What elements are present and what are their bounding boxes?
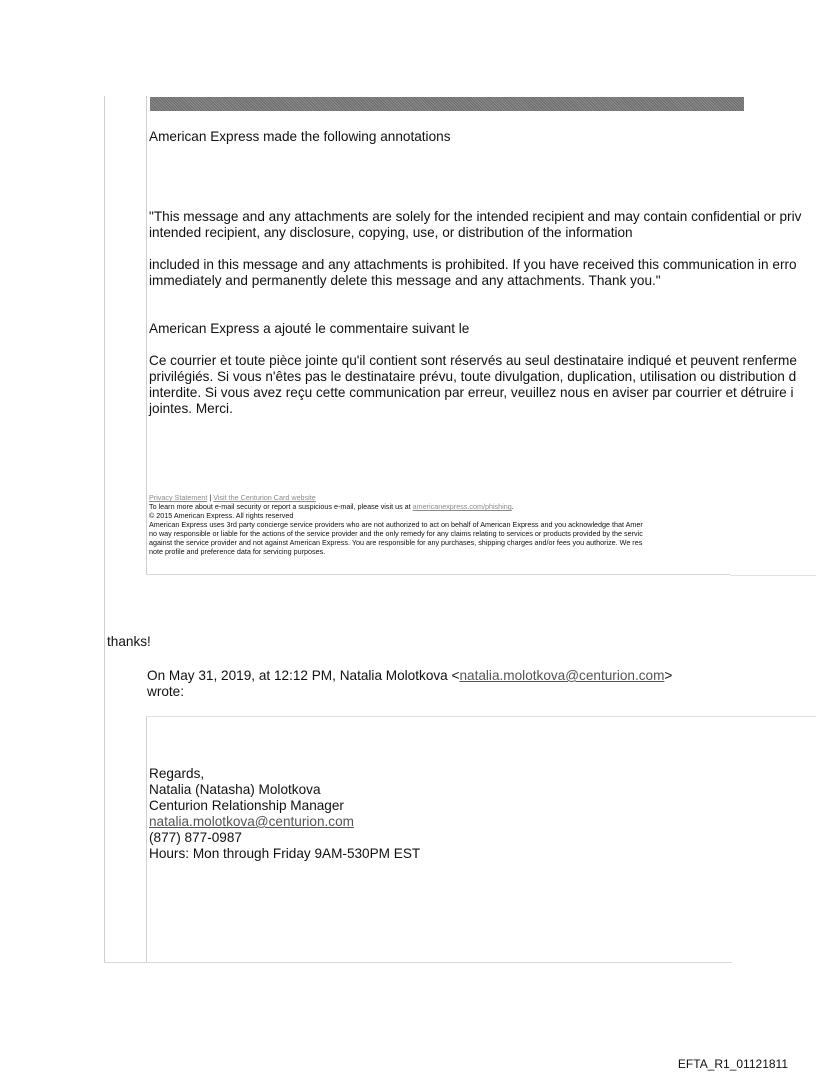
legal-line: no way responsible or liable for the actions of the service provider and the only remedy for any claims relating to services or products provided by the servic [149, 529, 643, 538]
english-notice-line: immediately and permanently delete this message and any attachments. Thank you." [149, 273, 661, 288]
signature-name: Natalia (Natasha) Molotkova [149, 782, 321, 797]
signature-quote-border [146, 716, 147, 962]
english-notice-line: included in this message and any attachments is prohibited. If you have received this communication in erro [149, 257, 797, 272]
outer-quote-border [104, 96, 105, 962]
signature-quote-top-border [146, 716, 816, 717]
french-notice-line: interdite. Si vous avez reçu cette communication par erreur, veuillez nous en aviser par courrier et détruire i [149, 385, 794, 400]
footer-links [149, 494, 316, 502]
security-notice-text: To learn more about e-mail security or report a suspicious e-mail, please visit us at [149, 502, 413, 511]
centurion-website-link[interactable]: Visit the Centurion Card website [213, 493, 316, 502]
reply-text: thanks! [107, 634, 151, 649]
redaction-bar [150, 97, 744, 111]
signature-email-link[interactable]: natalia.molotkova@centurion.com [149, 814, 354, 829]
annotation-bottom-border [146, 574, 730, 575]
quoted-header-prefix: On May 31, 2019, at 12:12 PM, Natalia Molotkova < [147, 668, 460, 683]
english-notice-line: intended recipient, any disclosure, copying, use, or distribution of the information [149, 225, 633, 240]
quoted-header-suffix: > [664, 668, 673, 683]
french-notice-line: jointes. Merci. [149, 401, 233, 416]
french-notice-line: Ce courrier et toute pièce jointe qu'il contient sont réservés au seul destinataire indiqué et peuvent renferme [149, 353, 797, 368]
quoted-header-wrote: wrote: [147, 684, 185, 699]
document-id: EFTA_R1_01121811 [677, 1057, 788, 1071]
annotation-quote-border [146, 96, 147, 574]
annotations-header: American Express made the following annotations [149, 129, 451, 144]
english-notice-line: "This message and any attachments are solely for the intended recipient and may contain confidential or priv [149, 209, 802, 224]
copyright-text: © 2015 American Express. All rights reserved [149, 511, 294, 520]
signature-regards: Regards, [149, 766, 205, 781]
phishing-link[interactable]: americanexpress.com/phishing [412, 502, 512, 511]
signature-hours: Hours: Mon through Friday 9AM-530PM EST [149, 846, 421, 861]
privacy-statement-link[interactable]: Privacy Statement [149, 493, 208, 502]
footer-link-separator: | [209, 493, 212, 502]
signature-phone: (877) 877-0987 [149, 830, 242, 845]
security-notice [149, 503, 514, 511]
sender-email-link[interactable]: natalia.molotkova@centurion.com [459, 668, 665, 683]
french-notice-header: American Express a ajouté le commentaire suivant le [149, 321, 470, 336]
legal-line: against the service provider and not against American Express. You are responsible for any purchases, shipping charges and/or fees you authorize. We res [149, 538, 643, 547]
legal-line: note profile and preference data for servicing purposes. [149, 547, 326, 556]
annotation-bottom-border-extension [730, 575, 816, 576]
french-notice-line: privilégiés. Si vous n'êtes pas le destinataire prévu, toute divulgation, duplication, utilisation ou distribution d [149, 369, 797, 384]
outer-quote-bottom-border [104, 962, 732, 963]
signature-title: Centurion Relationship Manager [149, 798, 344, 813]
security-notice-end: . [511, 502, 514, 511]
legal-line: American Express uses 3rd party concierge service providers who are not authorized to act on behalf of American Express and you acknowledge that Amer [149, 520, 643, 529]
quoted-header [147, 668, 672, 685]
